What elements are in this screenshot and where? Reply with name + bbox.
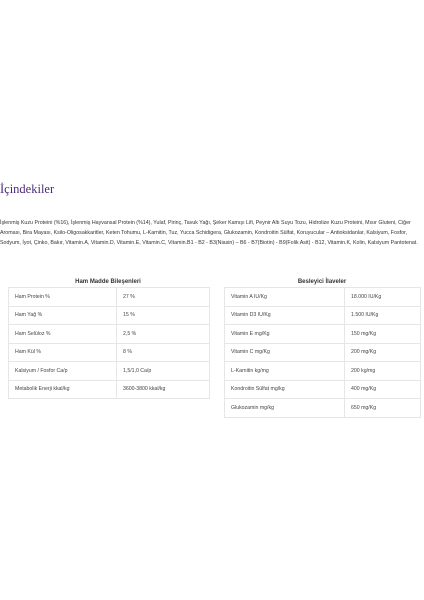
row-label: Vitamin A IU/Kg xyxy=(225,288,345,307)
row-label: Vitamin C mg/Kg xyxy=(225,343,345,362)
row-label: Vitamin D3 IU/Kg xyxy=(225,306,345,325)
row-label: Ham Kül % xyxy=(9,343,117,362)
table-row xyxy=(225,288,421,307)
table-row xyxy=(9,306,210,325)
row-value: 3600-3800 kkal/kg xyxy=(117,380,210,399)
row-label: Ham Selüloz % xyxy=(9,325,117,344)
row-value: 1,5/1,0 Ca/p xyxy=(117,362,210,381)
row-label: Vitamin E mg/Kg xyxy=(225,325,345,344)
row-value: 650 mg/Kg xyxy=(345,399,421,418)
row-label: Kondroitin Sülfat mg/kg xyxy=(225,380,345,399)
row-value: 200 mg/Kg xyxy=(345,343,421,362)
row-value: 8 % xyxy=(117,343,210,362)
row-value: 400 mg/Kg xyxy=(345,380,421,399)
table-row xyxy=(9,380,210,399)
raw-table-title: Ham Madde Bileşenleri xyxy=(75,279,141,285)
row-value: 200 kg/mg xyxy=(345,362,421,381)
table-row xyxy=(9,362,210,381)
row-value: 2,5 % xyxy=(117,325,210,344)
row-value: 18.000 IU/Kg xyxy=(345,288,421,307)
table-row xyxy=(225,306,421,325)
row-label: L-Karnitin kg/mg xyxy=(225,362,345,381)
table-row xyxy=(225,380,421,399)
row-label: Metabolik Enerji kkal/kg xyxy=(9,380,117,399)
raw-materials-table xyxy=(8,287,210,399)
row-value: 27 % xyxy=(117,288,210,307)
additives-table-title: Besleyici İlaveler xyxy=(297,279,347,285)
row-label: Ham Protein % xyxy=(9,288,117,307)
table-row xyxy=(225,399,421,418)
table-row xyxy=(225,362,421,381)
row-value: 150 mg/Kg xyxy=(345,325,421,344)
row-value: 15 % xyxy=(117,306,210,325)
row-label: Kalsiyum / Fosfor Ca/p xyxy=(9,362,117,381)
table-row xyxy=(9,288,210,307)
ingredients-text: İşlenmiş Kuzu Proteini (%16), İşlenmiş Hayvansal Protein (%14), Yulaf, Pirinç, Tavuk Yağı, Şeker Kamışı Lifi, Peynir Altı Suyu Tozu, Hidrolize Kuzu Proteini, Mısır Gluteni, Ciğer Aroması, Bira Mayası, Ksilo-Oligosakkaritler, Keten Tohumu, L-Karnitin, Tuz, Yucca Schidigera, Glukozamin, Kondroitin Sülfat, Koruyucular – Antioksidanlar, Kalsiyum, Fosfor, Sodyum, İyot, Çinko, Bakır, Vitamin.A, Vitamin.D, Vitamin.E, Vitamin.C, Vitamin.B1 - B2 - B3(Niasin) – B6 - B7(Biotin) - B9(Folik Asit) - B12, Vitamin.K, Kolin, Kalsiyum Pantotenat. xyxy=(0,220,418,246)
row-label: Ham Yağ % xyxy=(9,306,117,325)
table-row xyxy=(9,325,210,344)
table-row xyxy=(225,343,421,362)
row-value: 1.500 IU/Kg xyxy=(345,306,421,325)
row-label: Glukozamin mg/kg xyxy=(225,399,345,418)
table-row xyxy=(9,343,210,362)
ingredients-heading: İçindekiler xyxy=(0,182,55,196)
table-row xyxy=(225,325,421,344)
nutritional-additives-table xyxy=(224,287,421,418)
